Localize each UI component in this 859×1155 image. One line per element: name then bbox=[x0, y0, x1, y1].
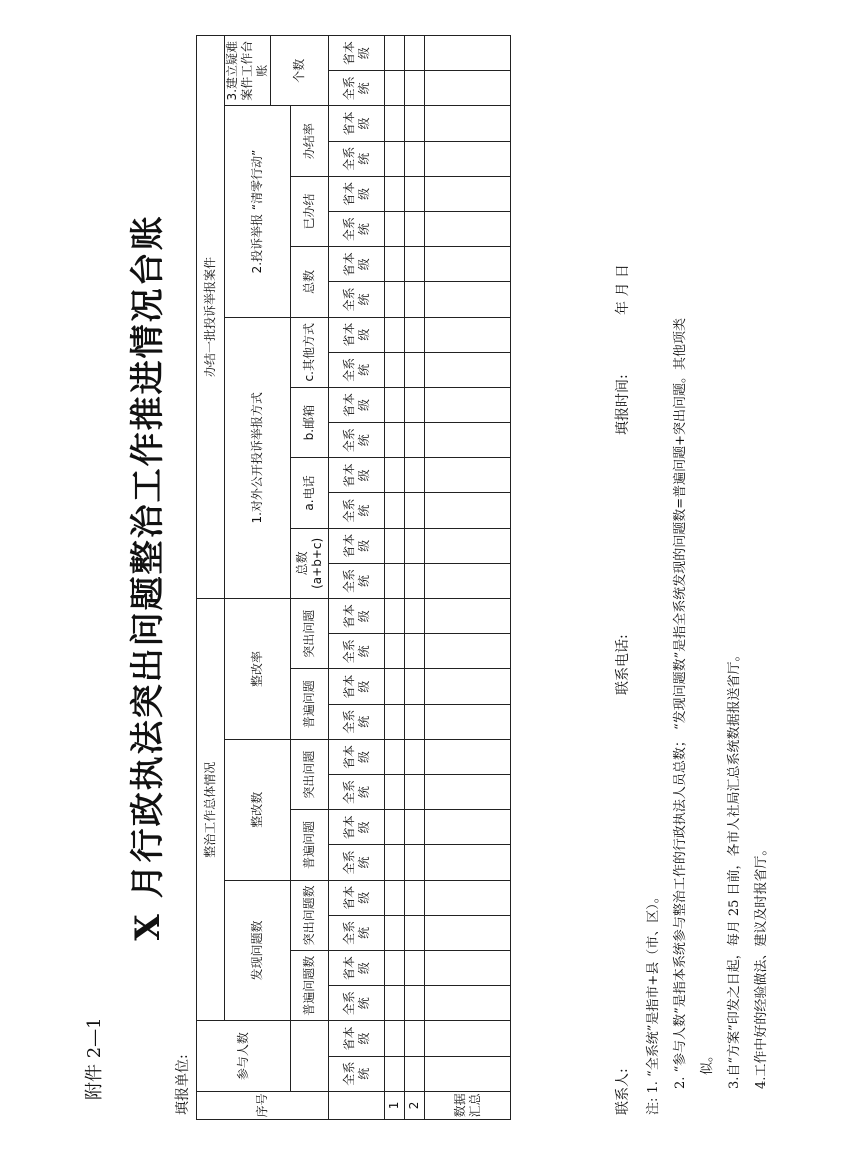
table-cell[interactable] bbox=[425, 141, 511, 176]
overall-header: 整治工作总体情况 bbox=[197, 599, 225, 1021]
table-cell[interactable] bbox=[405, 247, 425, 282]
table-cell[interactable] bbox=[425, 1056, 511, 1091]
scope-province-header: 省本级 bbox=[329, 36, 385, 71]
table-cell[interactable] bbox=[405, 775, 425, 810]
scope-province-header: 省本级 bbox=[329, 458, 385, 493]
note-line: 注: 1. “全系统”是指市+县（市、区）。 bbox=[646, 890, 661, 1115]
table-cell[interactable] bbox=[425, 387, 511, 422]
phone-header: a.电话 bbox=[291, 458, 329, 528]
table-cell[interactable] bbox=[385, 36, 405, 71]
table-cell[interactable] bbox=[405, 141, 425, 176]
table-cell[interactable] bbox=[385, 704, 405, 739]
table-cell[interactable] bbox=[405, 36, 425, 71]
table-cell[interactable] bbox=[425, 599, 511, 634]
close-rate-header: 办结率 bbox=[291, 106, 329, 176]
table-cell[interactable] bbox=[405, 282, 425, 317]
table-cell[interactable] bbox=[405, 493, 425, 528]
table-cell[interactable] bbox=[385, 599, 405, 634]
table-cell[interactable] bbox=[425, 106, 511, 141]
table-cell[interactable] bbox=[425, 423, 511, 458]
table-cell[interactable] bbox=[425, 986, 511, 1021]
table-cell[interactable] bbox=[425, 493, 511, 528]
table-cell[interactable] bbox=[425, 211, 511, 246]
table-cell[interactable] bbox=[385, 247, 405, 282]
table-cell[interactable] bbox=[425, 704, 511, 739]
table-cell[interactable] bbox=[405, 880, 425, 915]
total-abc-header: 总数(a+b+c) bbox=[291, 528, 329, 598]
phone-label: 联系电话: bbox=[615, 634, 631, 695]
table-cell[interactable] bbox=[425, 352, 511, 387]
table-cell[interactable] bbox=[385, 845, 405, 880]
table-cell[interactable] bbox=[405, 986, 425, 1021]
table-cell[interactable] bbox=[385, 141, 405, 176]
rate-common-header: 普遍问题 bbox=[291, 669, 329, 739]
table-cell[interactable] bbox=[405, 211, 425, 246]
table-cell[interactable] bbox=[405, 739, 425, 774]
scope-province-header: 省本级 bbox=[329, 528, 385, 563]
found-prominent-header: 突出问题数 bbox=[291, 880, 329, 950]
table-cell[interactable] bbox=[425, 317, 511, 352]
scope-province-header: 省本级 bbox=[329, 317, 385, 352]
table-cell[interactable] bbox=[405, 845, 425, 880]
table-cell[interactable] bbox=[385, 387, 405, 422]
scope-province-header: 省本级 bbox=[329, 599, 385, 634]
ledger-header: 3.建立疑难案件工作台账 bbox=[225, 36, 271, 106]
table-cell[interactable] bbox=[385, 986, 405, 1021]
table-cell[interactable] bbox=[405, 387, 425, 422]
notes bbox=[640, 30, 775, 1115]
scope-system-header: 全系统 bbox=[329, 915, 385, 950]
table-cell[interactable] bbox=[405, 106, 425, 141]
scope-province-header: 省本级 bbox=[329, 387, 385, 422]
batch-header: 办结一批投诉举报案件 bbox=[197, 36, 225, 599]
scope-system-header: 全系统 bbox=[329, 704, 385, 739]
rect-prominent-header: 突出问题 bbox=[291, 739, 329, 809]
table-cell[interactable] bbox=[385, 211, 405, 246]
table-cell[interactable] bbox=[385, 423, 405, 458]
scope-system-header: 全系统 bbox=[329, 423, 385, 458]
scope-province-header: 省本级 bbox=[329, 247, 385, 282]
table-cell[interactable] bbox=[385, 880, 405, 915]
participants-sub bbox=[291, 1021, 329, 1091]
participants-header: 参与人数 bbox=[197, 1021, 291, 1091]
table-cell[interactable] bbox=[425, 247, 511, 282]
scope-system-header: 全系统 bbox=[329, 634, 385, 669]
found-common-header: 普遍问题数 bbox=[291, 951, 329, 1021]
table-cell[interactable] bbox=[425, 845, 511, 880]
note-line: 3.自“方案”印发之日起，每月 25 日前，各市人社局汇总系统数据报送省厅。 bbox=[727, 648, 742, 1089]
table-cell[interactable] bbox=[405, 352, 425, 387]
count-header: 个数 bbox=[271, 36, 329, 106]
table-cell[interactable] bbox=[385, 669, 405, 704]
scope-province-header: 省本级 bbox=[329, 106, 385, 141]
table-cell[interactable] bbox=[425, 634, 511, 669]
channels-header: 1.对外公开投诉举报方式 bbox=[225, 317, 291, 599]
row-number: 1 bbox=[385, 1091, 405, 1119]
table-cell[interactable] bbox=[385, 1056, 405, 1091]
time-label: 填报时间: bbox=[615, 374, 631, 435]
table-cell[interactable] bbox=[405, 528, 425, 563]
table-cell[interactable] bbox=[405, 458, 425, 493]
table-cell[interactable] bbox=[425, 528, 511, 563]
scope-system-header: 全系统 bbox=[329, 986, 385, 1021]
table-cell[interactable] bbox=[385, 458, 405, 493]
table-cell[interactable] bbox=[385, 528, 405, 563]
table-cell[interactable] bbox=[385, 106, 405, 141]
scope-system-header: 全系统 bbox=[329, 282, 385, 317]
table-cell[interactable] bbox=[405, 951, 425, 986]
table-cell[interactable] bbox=[405, 915, 425, 950]
table-cell[interactable] bbox=[425, 282, 511, 317]
rectified-count-header: 整改数 bbox=[225, 739, 291, 880]
table-cell[interactable] bbox=[405, 176, 425, 211]
complaints-total-header: 总数 bbox=[291, 247, 329, 317]
scope-province-header: 省本级 bbox=[329, 810, 385, 845]
scope-system-header: 全系统 bbox=[329, 775, 385, 810]
table-cell[interactable] bbox=[385, 352, 405, 387]
rate-prominent-header: 突出问题 bbox=[291, 599, 329, 669]
table-cell[interactable] bbox=[385, 317, 405, 352]
scope-system-header: 全系统 bbox=[329, 352, 385, 387]
other-header: c.其他方式 bbox=[291, 317, 329, 387]
table-cell[interactable] bbox=[385, 493, 405, 528]
table-cell[interactable] bbox=[405, 599, 425, 634]
scope-system-header: 全系统 bbox=[329, 493, 385, 528]
scope-system-header: 全系统 bbox=[329, 211, 385, 246]
row-number: 2 bbox=[405, 1091, 425, 1119]
scope-system-header: 全系统 bbox=[329, 563, 385, 598]
mailbox-header: b.邮箱 bbox=[291, 387, 329, 457]
table-cell[interactable] bbox=[385, 810, 405, 845]
scope-province-header: 省本级 bbox=[329, 669, 385, 704]
table-cell[interactable] bbox=[425, 1021, 511, 1056]
found-header: 发现问题数 bbox=[225, 880, 291, 1021]
table-cell[interactable] bbox=[425, 951, 511, 986]
table-cell[interactable] bbox=[385, 1021, 405, 1056]
table-cell[interactable] bbox=[385, 282, 405, 317]
scope-system-header: 全系统 bbox=[329, 1056, 385, 1091]
table-cell[interactable] bbox=[385, 775, 405, 810]
table-cell[interactable] bbox=[385, 951, 405, 986]
table-cell[interactable] bbox=[425, 810, 511, 845]
table-cell[interactable] bbox=[385, 176, 405, 211]
date-label: 年 月 日 bbox=[615, 264, 631, 315]
note-line: 4.工作中好的经验做法、建议及时报省厅。 bbox=[754, 842, 769, 1089]
note-line: 似。 bbox=[700, 1048, 715, 1075]
scope-system-header: 全系统 bbox=[329, 845, 385, 880]
table-cell[interactable] bbox=[425, 739, 511, 774]
table-cell[interactable] bbox=[425, 458, 511, 493]
table-cell[interactable] bbox=[425, 915, 511, 950]
summary-label: 数据汇总 bbox=[425, 1091, 511, 1119]
table-cell[interactable] bbox=[405, 317, 425, 352]
table-cell[interactable] bbox=[385, 563, 405, 598]
table-cell[interactable] bbox=[425, 669, 511, 704]
closed-header: 已办结 bbox=[291, 176, 329, 246]
table-cell[interactable] bbox=[425, 563, 511, 598]
table-cell[interactable] bbox=[405, 810, 425, 845]
table-cell[interactable] bbox=[385, 915, 405, 950]
table-cell[interactable] bbox=[405, 704, 425, 739]
table-cell[interactable] bbox=[425, 176, 511, 211]
table-cell[interactable] bbox=[425, 71, 511, 106]
table-cell[interactable] bbox=[385, 739, 405, 774]
table-cell[interactable] bbox=[425, 36, 511, 71]
seq-header: 序号 bbox=[197, 1091, 329, 1119]
rect-common-header: 普遍问题 bbox=[291, 810, 329, 880]
complaints-header: 2.投诉举报 “清零行动” bbox=[225, 106, 291, 317]
scope-province-header: 省本级 bbox=[329, 951, 385, 986]
table-cell[interactable] bbox=[405, 1056, 425, 1091]
fill-unit-label: 填报单位: bbox=[175, 1054, 191, 1115]
seq-scope-cell bbox=[329, 1091, 385, 1119]
annex-label: 附件 2—1 bbox=[84, 1017, 105, 1100]
table-cell[interactable] bbox=[385, 634, 405, 669]
table-cell[interactable] bbox=[425, 775, 511, 810]
scope-province-header: 省本级 bbox=[329, 1021, 385, 1056]
scope-system-header: 全系统 bbox=[329, 141, 385, 176]
scope-province-header: 省本级 bbox=[329, 739, 385, 774]
scope-system-header: 全系统 bbox=[329, 71, 385, 106]
table-cell[interactable] bbox=[405, 423, 425, 458]
ledger-table bbox=[196, 35, 511, 1120]
scope-province-header: 省本级 bbox=[329, 880, 385, 915]
contact-label: 联系人: bbox=[615, 1068, 631, 1115]
scope-province-header: 省本级 bbox=[329, 176, 385, 211]
table-cell[interactable] bbox=[405, 563, 425, 598]
table-cell[interactable] bbox=[405, 669, 425, 704]
table-cell[interactable] bbox=[385, 71, 405, 106]
note-line: 2. “参与人数”是指本系统参与整治工作的行政执法人员总数； “发现问题数”是指全系统发现的问题数=普遍问题+突出问题。其他项类 bbox=[673, 317, 688, 1089]
table-cell[interactable] bbox=[425, 880, 511, 915]
table-cell[interactable] bbox=[405, 1021, 425, 1056]
table-cell[interactable] bbox=[405, 634, 425, 669]
page-title: X 月行政执法突出问题整治工作推进情况台账 bbox=[128, 214, 168, 941]
table-cell[interactable] bbox=[405, 71, 425, 106]
rectify-rate-header: 整改率 bbox=[225, 599, 291, 740]
